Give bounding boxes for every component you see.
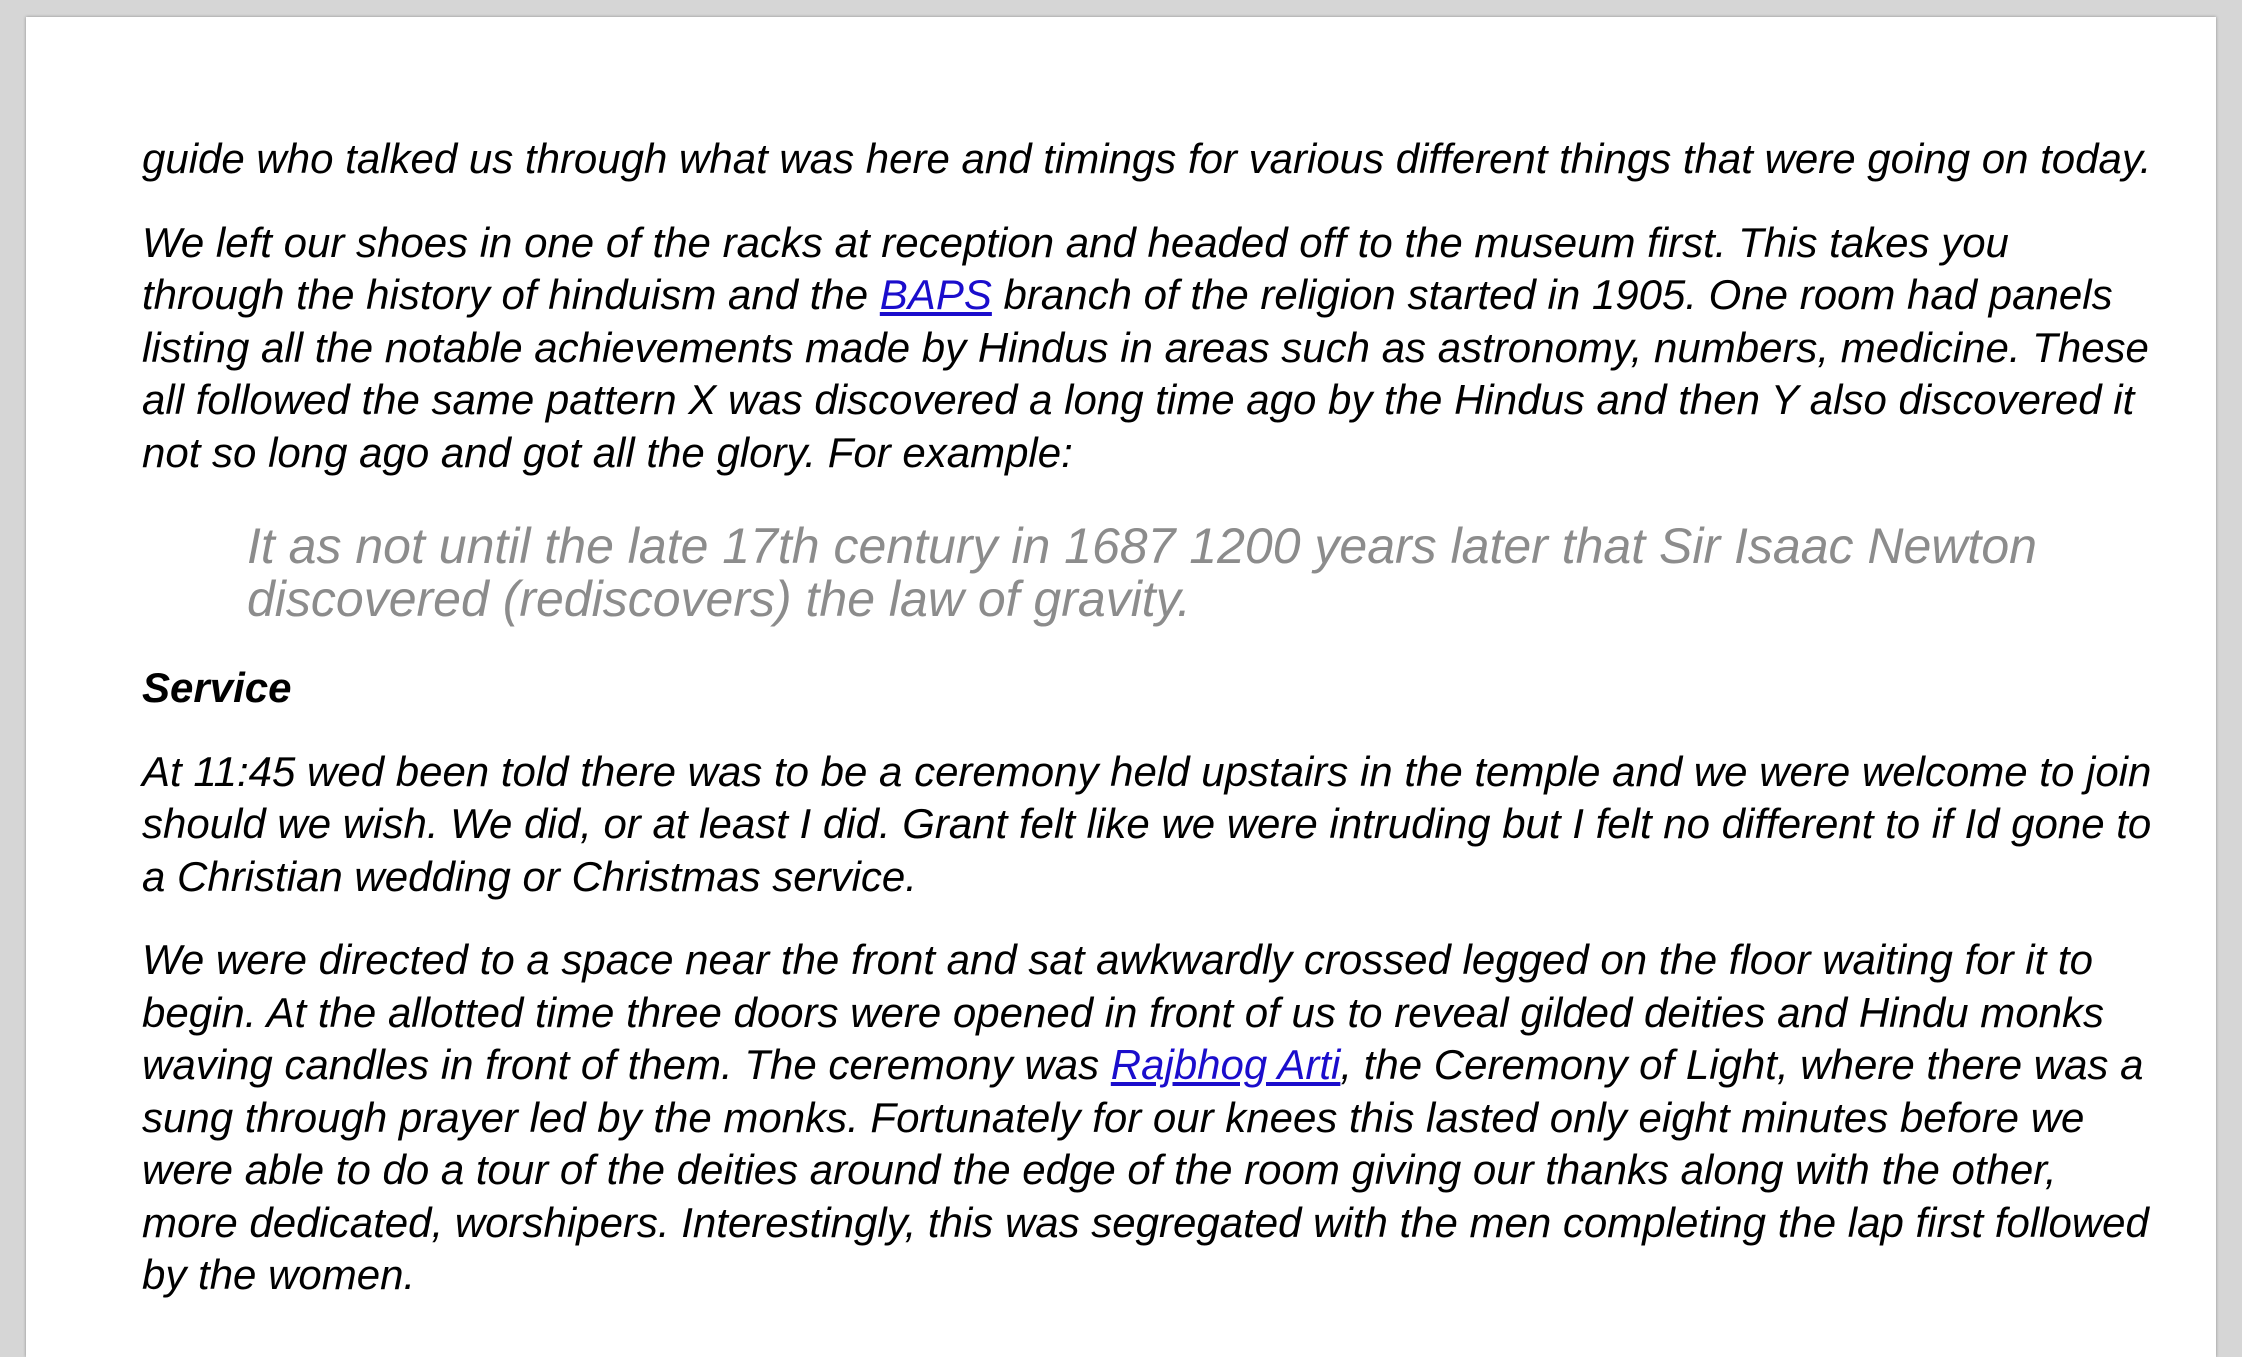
- section-heading-service: Service: [142, 664, 292, 711]
- paragraph-ceremony: At 11:45 wed been told there was to be a ceremony held upstairs in the temple and we were welcome to join should we wish. We did, or at least I did. Grant felt like we were intruding but I felt no different to if Id gone to a Christian wedding or Christmas service.: [142, 747, 2152, 900]
- paragraph-intro: guide who talked us through what was here and timings for various different things that were going on today.: [142, 135, 2152, 182]
- document-body: [142, 133, 2152, 1333]
- baps-link[interactable]: BAPS: [879, 271, 992, 318]
- paragraph-arti: [142, 934, 2152, 1302]
- paragraph-museum-text-end: branch of the religion started in 1905. One room had panels listing all the notable achievements made by Hindus in areas such as astronomy, numbers, medicine. These all followed the same pattern X was discovered a long time ago by the Hindus and then Y also discovered it not so long ago and got all the glory. For example:: [142, 271, 2149, 476]
- paragraph-arti-text-end: , the Ceremony of Light, where there was a sung through prayer led by the monks. Fortunately for our knees this lasted only eight minutes before we were able to do a tour of the deities around the edge of the room giving our thanks along with the other, more dedicated, worshipers. Interestingly, this was segregated with the men completing the lap first followed by the women.: [142, 1041, 2149, 1298]
- document-page: [26, 17, 2216, 1357]
- rajbhog-arti-link[interactable]: Rajbhog Arti: [1110, 1041, 1341, 1088]
- paragraph-arti-text-start: We were directed to a space near the front and sat awkwardly crossed legged on the floor waiting for it to begin. At the allotted time three doors were opened in front of us to reveal gilded deities and Hindu monks waving candles in front of them. The ceremony was: [142, 936, 2104, 1088]
- block-quote: It as not until the late 17th century in 1687 1200 years later that Sir Isaac Newton discovered (rediscovers) the law of gravity.: [247, 518, 2037, 627]
- paragraph-museum: [142, 217, 2152, 480]
- paragraph-museum-text-start: We left our shoes in one of the racks at reception and headed off to the museum first. This takes you through the history of hinduism and the: [142, 218, 2009, 318]
